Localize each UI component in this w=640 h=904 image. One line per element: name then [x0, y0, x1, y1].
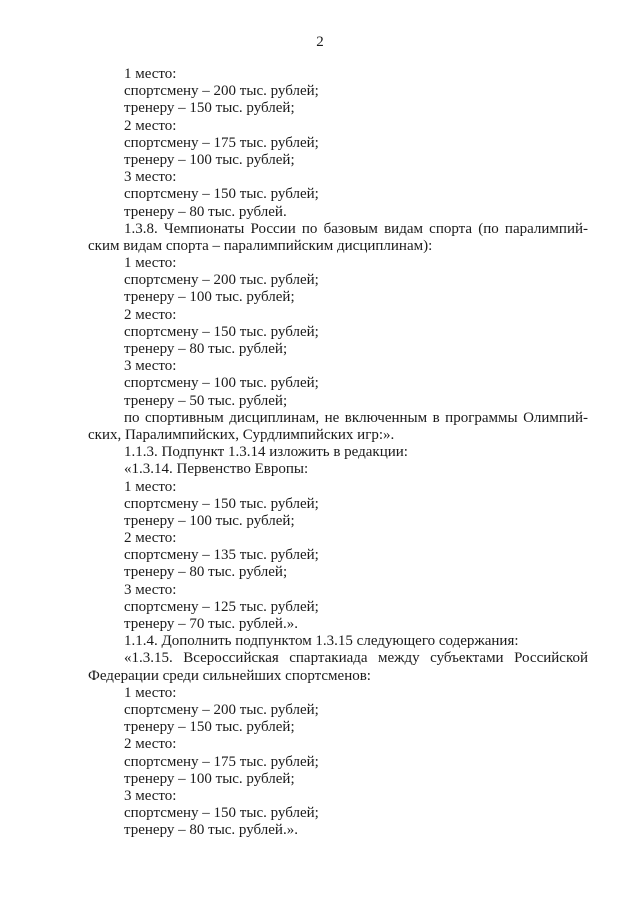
text-line	[0, 547, 640, 564]
text-line	[0, 479, 640, 496]
text-line	[0, 135, 640, 152]
line-text: 1.1.4. Дополнить подпунктом 1.3.15 следующего содержания:	[124, 633, 519, 650]
text-line	[0, 599, 640, 616]
text-line	[0, 444, 640, 461]
text-line	[0, 685, 640, 702]
line-text: спортсмену – 150 тыс. рублей;	[124, 495, 319, 512]
line-text: тренеру – 80 тыс. рублей;	[124, 341, 288, 357]
line-text: тренеру – 80 тыс. рублей.	[124, 203, 287, 220]
line-text: спортсмену – 200 тыс. рублей;	[124, 701, 319, 718]
text-line	[0, 289, 640, 306]
line-text: тренеру – 150 тыс. рублей;	[124, 719, 295, 736]
text-line	[0, 169, 640, 186]
line-text: тренеру – 100 тыс. рублей;	[124, 289, 295, 306]
line-text: 2 место:	[124, 736, 177, 753]
text-line	[0, 186, 640, 203]
line-text: тренеру – 100 тыс. рублей;	[124, 770, 295, 787]
text-line	[0, 461, 640, 478]
text-line	[0, 427, 640, 444]
text-line	[0, 633, 640, 650]
line-text: 1 место:	[124, 66, 177, 82]
line-text: Федерации среди сильнейших спортсменов:	[88, 667, 371, 684]
document-body	[0, 66, 640, 839]
line-text: спортсмену – 150 тыс. рублей;	[124, 323, 319, 340]
text-line	[0, 324, 640, 341]
line-text: спортсмену – 150 тыс. рублей;	[124, 186, 319, 203]
line-text: спортсмену – 135 тыс. рублей;	[124, 547, 319, 564]
text-line	[0, 238, 640, 255]
line-text: спортсмену – 175 тыс. рублей;	[124, 134, 319, 151]
text-line	[0, 272, 640, 289]
line-text: спортсмену – 175 тыс. рублей;	[124, 753, 319, 770]
line-text: тренеру – 100 тыс. рублей;	[124, 512, 295, 529]
line-text: тренеру – 70 тыс. рублей.».	[124, 616, 298, 632]
line-text: ских, Паралимпийских, Сурдлимпийских игр:».	[88, 426, 395, 443]
text-line	[0, 221, 588, 238]
text-line	[0, 771, 640, 788]
text-line	[0, 719, 640, 736]
text-line	[0, 358, 640, 375]
line-text: тренеру – 80 тыс. рублей;	[124, 564, 288, 581]
text-line	[0, 788, 640, 805]
line-text: спортсмену – 150 тыс. рублей;	[124, 805, 319, 822]
text-line	[0, 513, 640, 530]
line-text: 3 место:	[124, 358, 177, 375]
line-text: 3 место:	[124, 581, 177, 598]
text-line	[0, 668, 640, 685]
line-text: по спортивным дисциплинам, не включенным в программы Олимпий-	[124, 409, 588, 426]
text-line	[0, 564, 640, 581]
line-text: тренеру – 150 тыс. рублей;	[124, 100, 295, 117]
line-text: 2 место:	[124, 530, 177, 547]
line-text: «1.3.14. Первенство Европы:	[124, 461, 309, 478]
line-text: 2 место:	[124, 306, 177, 323]
text-line	[0, 702, 640, 719]
text-line	[0, 822, 640, 839]
text-line	[0, 100, 640, 117]
line-text: 1.1.3. Подпункт 1.3.14 изложить в редакции:	[124, 444, 408, 461]
text-line	[0, 341, 640, 358]
line-text: 2 место:	[124, 117, 177, 134]
line-text: ским видам спорта – паралимпийским дисциплинам):	[88, 237, 433, 254]
text-line	[0, 152, 640, 169]
text-line	[0, 650, 588, 667]
line-text: 1 место:	[124, 684, 177, 701]
line-text: 3 место:	[124, 787, 177, 804]
line-text: спортсмену – 200 тыс. рублей;	[124, 272, 319, 289]
text-line	[0, 204, 640, 221]
line-text: тренеру – 100 тыс. рублей;	[124, 151, 295, 168]
text-line	[0, 66, 640, 83]
text-line	[0, 616, 640, 633]
line-text: спортсмену – 200 тыс. рублей;	[124, 83, 319, 100]
line-text: тренеру – 50 тыс. рублей;	[124, 392, 288, 409]
line-text: «1.3.15. Всероссийская спартакиада между субъектами Российской	[124, 650, 588, 667]
page-number: 2	[316, 34, 324, 50]
text-line	[0, 393, 640, 410]
text-line	[0, 805, 640, 822]
line-text: 1.3.8. Чемпионаты России по базовым видам спорта (по паралимпий-	[124, 220, 588, 237]
line-text: 3 место:	[124, 169, 177, 186]
line-text: спортсмену – 125 тыс. рублей;	[124, 598, 319, 615]
line-text: спортсмену – 100 тыс. рублей;	[124, 375, 319, 392]
text-line	[0, 83, 640, 100]
text-line	[0, 375, 640, 392]
text-line	[0, 496, 640, 513]
text-line	[0, 582, 640, 599]
text-line	[0, 736, 640, 753]
text-line	[0, 754, 640, 771]
line-text: тренеру – 80 тыс. рублей.».	[124, 822, 298, 839]
text-line	[0, 530, 640, 547]
text-line	[0, 307, 640, 324]
text-line	[0, 118, 640, 135]
line-text: 1 место:	[124, 255, 177, 272]
line-text: 1 место:	[124, 478, 177, 495]
text-line	[0, 255, 640, 272]
text-line	[0, 410, 588, 427]
